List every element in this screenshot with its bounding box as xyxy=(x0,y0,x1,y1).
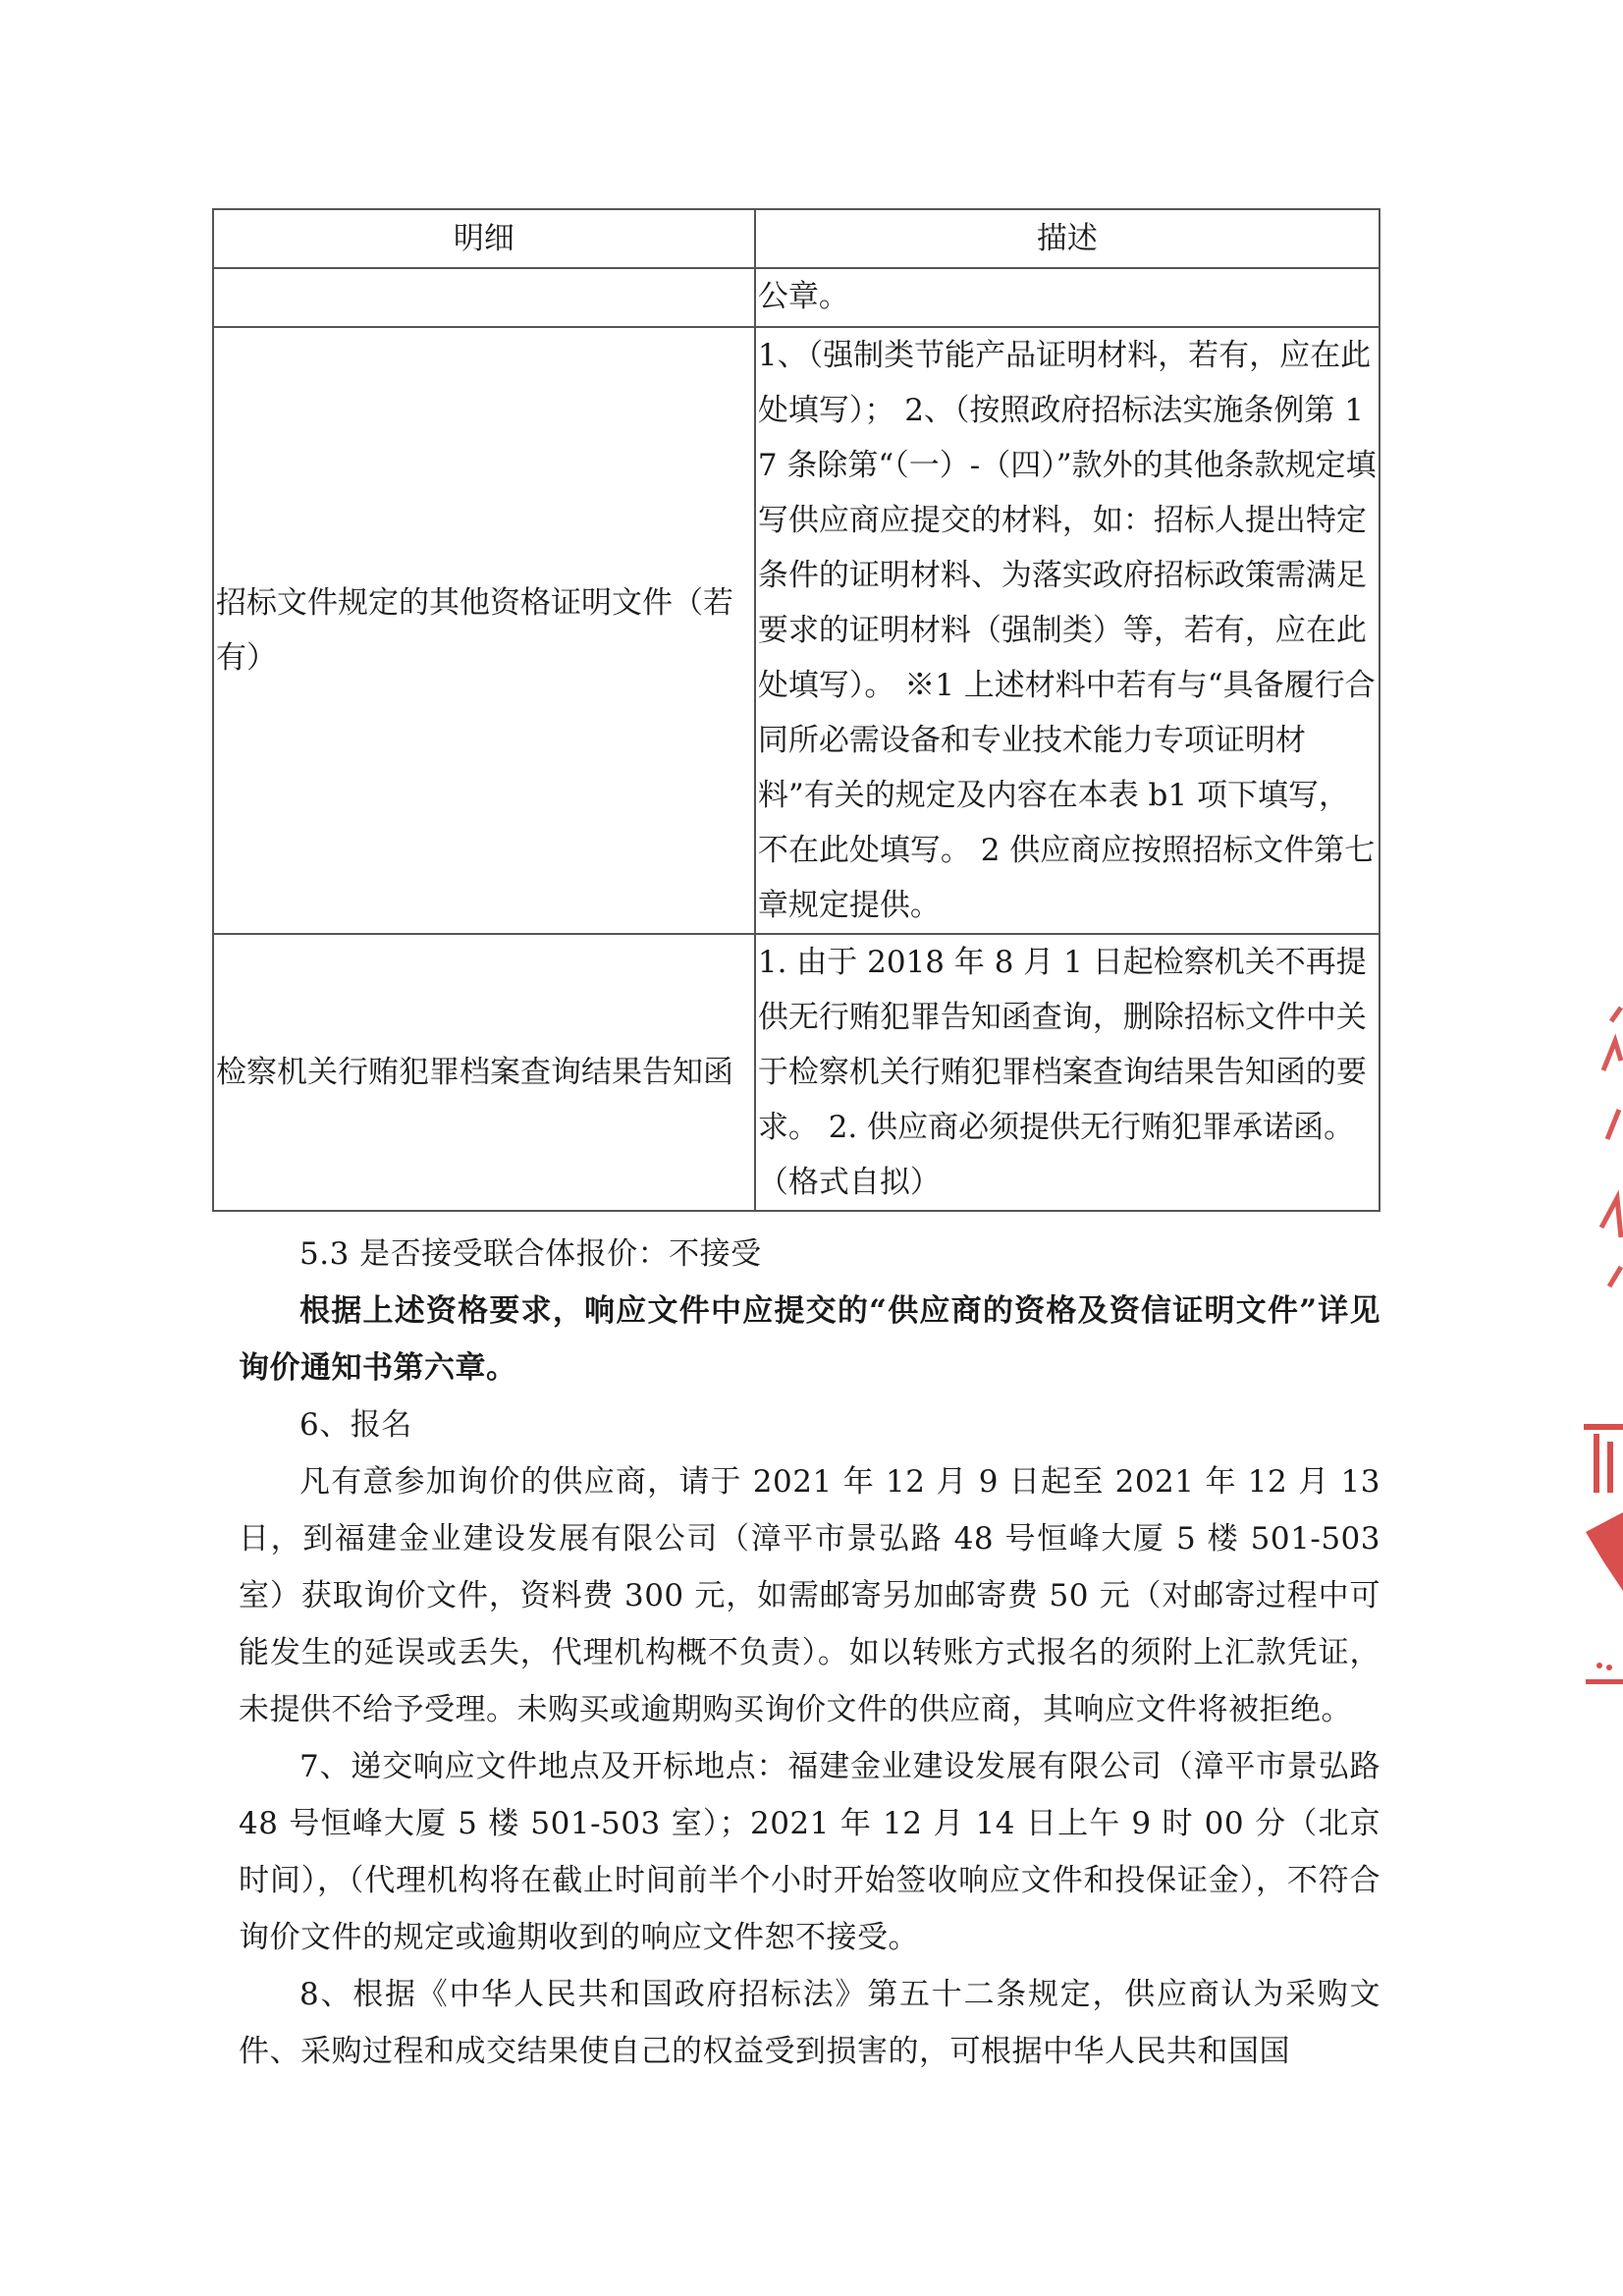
paragraph-registration: 凡有意参加询价的供应商，请于 2021 年 12 月 9 日起至 2021 年 12 月 13 日，到福建金业建设发展有限公司（漳平市景弘路 48 号恒峰大厦 5 楼 501-503 室）获取询价文件，资料费 300 元，如需邮寄另加邮寄费 50 元（对邮寄过程中可能发生的延误或丢失，代理机构概不负责）。如以转账方式报名的须附上汇款凭证，未提供不给予受理。未购买或逾期购买询价文件的供应商，其响应文件将被拒绝。 xyxy=(239,1464,1380,1727)
table-header-row xyxy=(213,209,1380,268)
table-row xyxy=(213,268,1380,327)
paragraph-registration-heading: 6、报名 xyxy=(299,1407,412,1443)
paragraph-submission: 7、递交响应文件地点及开标地点：福建金业建设发展有限公司（漳平市景弘路 48 号恒峰大厦 5 楼 501-503 室）；2021 年 12 月 14 日上午 9 时 00 分（北京时间），（代理机构将在截止时间前半个小时开始签收响应文件和投保证金），不符合询价文件的规定或逾期收到的响应文件恕不接受。 xyxy=(239,1749,1380,1955)
table-cell-item: 检察机关行贿犯罪档案查询结果告知函 xyxy=(213,934,755,1211)
table-row xyxy=(213,327,1380,934)
qualification-table xyxy=(212,208,1380,1212)
table-header-desc: 描述 xyxy=(755,209,1380,268)
table-row xyxy=(213,934,1380,1211)
table-cell-desc: 1、（强制类节能产品证明材料，若有，应在此处填写）； 2、（按照政府招标法实施条例第 17 条除第“（一）-（四）”款外的其他条款规定填写供应商应提交的材料，如：招标人提出特定条件的证明材料、为落实政府招标政策需满足要求的证明材料（强制类）等，若有，应在此处填写）。 ※1 上述材料中若有与“具备履行合同所必需设备和专业技术能力专项证明材料”有关的规定及内容在本表 b1 项下填写，不在此处填写。 2 供应商应按照招标文件第七章规定提供。 xyxy=(755,327,1380,934)
seal-stamp-fragment xyxy=(1564,1002,1623,1748)
paragraph-complaint: 8、根据《中华人民共和国政府招标法》第五十二条规定，供应商认为采购文件、采购过程和成交结果使自己的权益受到损害的，可根据中华人民共和国国 xyxy=(239,1977,1380,2069)
table-cell-desc: 1. 由于 2018 年 8 月 1 日起检察机关不再提供无行贿犯罪告知函查询，删除招标文件中关于检察机关行贿犯罪档案查询结果告知函的要求。 2. 供应商必须提供无行贿犯罪承诺函。（格式自拟） xyxy=(755,934,1380,1211)
table-cell-desc: 公章。 xyxy=(755,268,1380,327)
paragraph-qualification-note: 根据上述资格要求，响应文件中应提交的“供应商的资格及资信证明文件”详见询价通知书第六章。 xyxy=(239,1293,1380,1386)
body-text xyxy=(239,1226,1380,2080)
paragraph-joint-bid: 5.3 是否接受联合体报价：不接受 xyxy=(299,1236,762,1272)
table-cell-item xyxy=(213,268,755,327)
table-cell-item: 招标文件规定的其他资格证明文件（若有） xyxy=(213,327,755,934)
table-header-item: 明细 xyxy=(213,209,755,268)
seal-stamp-icon xyxy=(1564,1002,1623,1748)
